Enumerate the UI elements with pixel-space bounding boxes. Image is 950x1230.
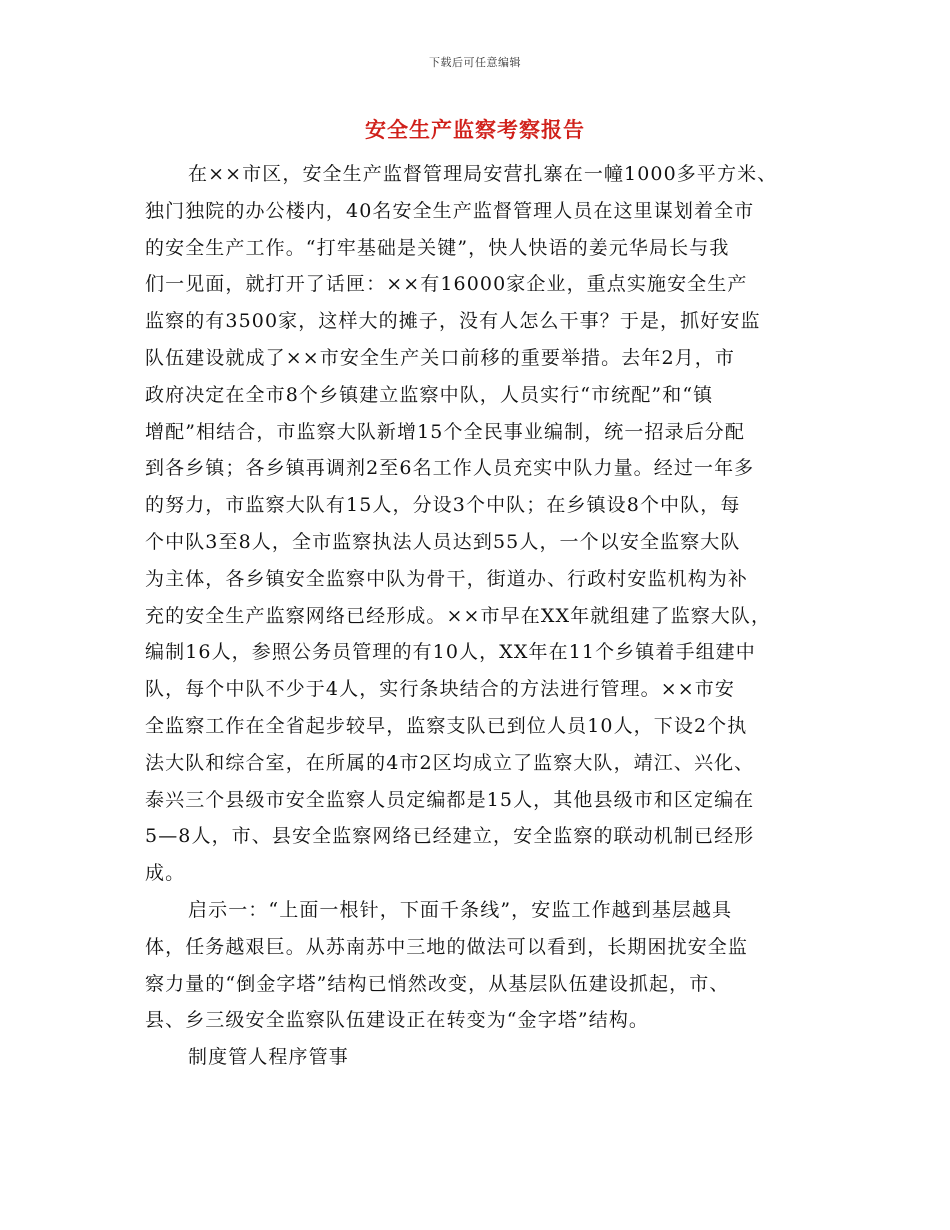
paragraph-line: 在××市区，安全生产监督管理局安营扎寨在一幢1000多平方米、 bbox=[188, 163, 778, 185]
paragraph-line: 泰兴三个县级市安全监察人员定编都是15人，其他县级市和区定编在 bbox=[145, 788, 755, 811]
paragraph-line: 察力量的“倒金字塔”结构已悄然改变，从基层队伍建设抓起，市、 bbox=[145, 972, 730, 995]
paragraph-line: 全监察工作在全省起步较早，监察支队已到位人员10人，下设2个执 bbox=[145, 714, 748, 737]
paragraph-line: 个中队3至8人，全市监察执法人员达到55人，一个以安全监察大队 bbox=[145, 530, 741, 553]
paragraph-line: 启示一：“上面一根针，下面千条线”，安监工作越到基层越具 bbox=[188, 898, 733, 921]
paragraph-line: 充的安全生产监察网络已经形成。××市早在XX年就组建了监察大队， bbox=[145, 604, 772, 627]
download-note: 下载后可任意编辑 bbox=[429, 56, 521, 69]
paragraph-line: 成。 bbox=[145, 862, 186, 885]
paragraph-line: 为主体，各乡镇安全监察中队为骨干，街道办、行政村安监机构为补 bbox=[145, 567, 749, 590]
paragraph-line: 编制16人，参照公务员管理的有10人，XX年在11个乡镇着手组建中 bbox=[145, 641, 756, 664]
paragraph-line: 监察的有3500家，这样大的摊子，没有人怎么干事？于是，抓好安监 bbox=[145, 310, 761, 333]
paragraph-line: 独门独院的办公楼内，40名安全生产监督管理人员在这里谋划着全市 bbox=[145, 199, 755, 222]
document-body bbox=[145, 156, 817, 1076]
paragraph-line: 5—8人，市、县安全监察网络已经建立，安全监察的联动机制已经形 bbox=[145, 825, 755, 848]
paragraph-line: 队，每个中队不少于4人，实行条块结合的方法进行管理。××市安 bbox=[145, 678, 735, 701]
paragraph-line: 法大队和综合室，在所属的4市2区均成立了监察大队，靖江、兴化、 bbox=[145, 751, 755, 774]
paragraph-line: 的安全生产工作。“打牢基础是关键”，快人快语的姜元华局长与我 bbox=[145, 236, 730, 259]
paragraph-line: 队伍建设就成了××市安全生产关口前移的重要举措。去年2月，市 bbox=[145, 346, 735, 369]
paragraph-line: 体，任务越艰巨。从苏南苏中三地的做法可以看到，长期困扰安全监 bbox=[145, 935, 749, 958]
document-title: 安全生产监察考察报告 bbox=[365, 117, 585, 142]
paragraph-line: 县、乡三级安全监察队伍建设正在转变为“金字塔”结构。 bbox=[145, 1009, 650, 1032]
section-heading: 制度管人程序管事 bbox=[188, 1046, 349, 1069]
paragraph-line: 到各乡镇；各乡镇再调剂2至6名工作人员充实中队力量。经过一年多 bbox=[145, 457, 755, 480]
paragraph-line: 们一见面，就打开了话匣：××有16000家企业，重点实施安全生产 bbox=[145, 273, 748, 296]
paragraph-line: 政府决定在全市8个乡镇建立监察中队，人员实行“市统配”和“镇 bbox=[145, 383, 714, 406]
paragraph-line: 的努力，市监察大队有15人，分设3个中队；在乡镇设8个中队，每 bbox=[145, 494, 741, 517]
paragraph-line: 增配”相结合，市监察大队新增15个全民事业编制，统一招录后分配 bbox=[145, 420, 745, 443]
